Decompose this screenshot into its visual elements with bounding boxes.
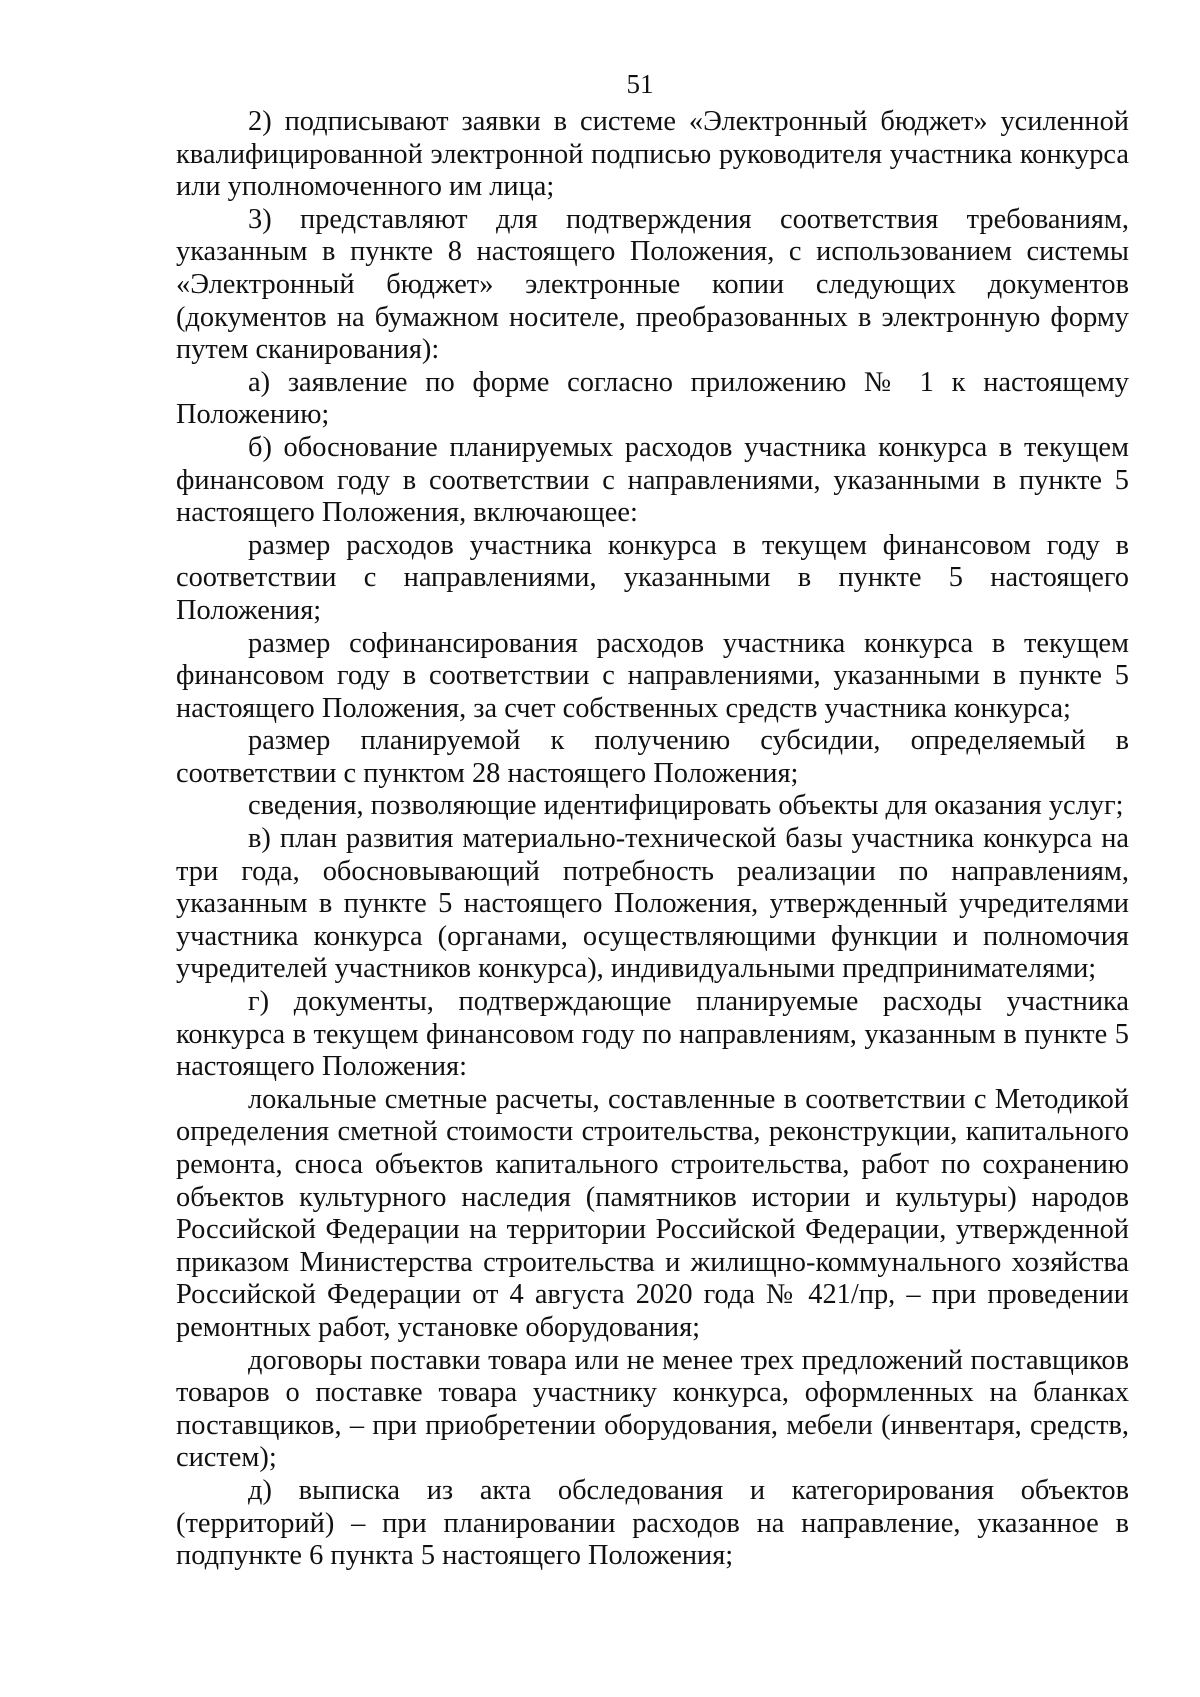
paragraph-g-supporting-documents: г) документы, подтверждающие планируемые расходы участника конкурса в текущем финансовом году по направлениям, указанным в пункте 5 настоящего Положения:: [176, 986, 1129, 1083]
paragraph-supply-contracts: договоры поставки товара или не менее трех предложений поставщиков товаров о поставке товара участнику конкурса, оформленных на бланках поставщиков, – при приобретении оборудования, мебели (инвентаря, средств, систем);: [176, 1344, 1129, 1474]
paragraph-local-estimates: локальные сметные расчеты, составленные в соответствии с Методикой определения сметной стоимости строительства, реконструкции, капитального ремонта, сноса объектов капитального строительства, работ по сохранению объектов культурного наследия (памятников истории и культуры) народов Российской Федерации на территории Российской Федерации, утвержденной приказом Министерства строительства и жилищно-коммунального хозяйства Российской Федерации от 4 августа 2020 года № 421/пр, – при проведении ремонтных работ, установке оборудования;: [176, 1083, 1129, 1343]
paragraph-3-submit-documents: 3) представляют для подтверждения соответствия требованиям, указанным в пункте 8 настоящего Положения, с использованием системы «Электронный бюджет» электронные копии следующих документов (документов на бумажном носителе, преобразованных в электронную форму путем сканирования):: [176, 203, 1129, 366]
paragraph-object-identification: сведения, позволяющие идентифицировать объекты для оказания услуг;: [248, 790, 1124, 822]
paragraph-subsidy-size: размер планируемой к получению субсидии, определяемый в соответствии с пунктом 28 настоящего Положения;: [176, 725, 1129, 789]
paragraph-d-inspection-extract: д) выписка из акта обследования и категорирования объектов (территорий) – при планировании расходов на направление, указанное в подпункте 6 пункта 5 настоящего Положения;: [176, 1474, 1129, 1572]
paragraph-a-application: а) заявление по форме согласно приложению № 1 к настоящему Положению;: [176, 366, 1129, 431]
page-number: 51: [626, 69, 654, 99]
paragraph-2-sign-applications: 2) подписывают заявки в системе «Электронный бюджет» усиленной квалифицированной электронной подписью руководителя участника конкурса или уполномоченного им лица;: [176, 106, 1129, 203]
document-body: [176, 106, 1129, 1573]
paragraph-expense-size: размер расходов участника конкурса в текущем финансовом году в соответствии с направлениями, указанными в пункте 5 настоящего Положения;: [176, 529, 1129, 626]
paragraph-v-development-plan: в) план развития материально-технической базы участника конкурса на три года, обосновывающий потребность реализации по направлениям, указанным в пункте 5 настоящего Положения, утвержденный учредителями участника конкурса (органами, осуществляющими функции и полномочия учредителей участников конкурса), индивидуальными предпринимателями;: [176, 823, 1129, 985]
paragraph-b-justification: б) обоснование планируемых расходов участника конкурса в текущем финансовом году в соответствии с направлениями, указанными в пункте 5 настоящего Положения, включающее:: [176, 431, 1129, 529]
paragraph-cofinancing-size: размер софинансирования расходов участника конкурса в текущем финансовом году в соответствии с направлениями, указанными в пункте 5 настоящего Положения, за счет собственных средств участника конкурса;: [176, 627, 1129, 724]
